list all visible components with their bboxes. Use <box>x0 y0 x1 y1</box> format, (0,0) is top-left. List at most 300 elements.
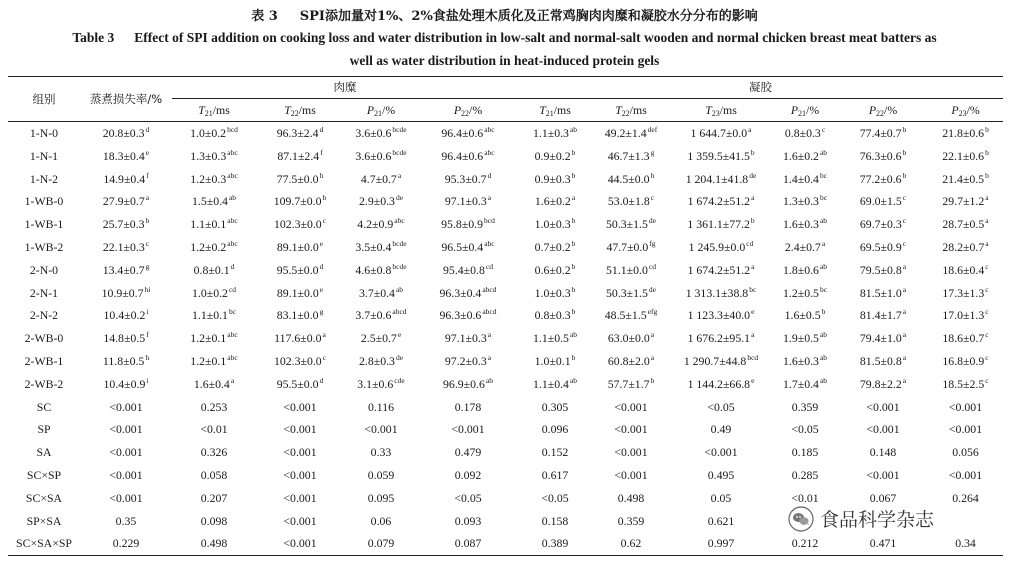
cell-value: 1.5±0.4 <box>191 194 228 209</box>
cell-significance-letter: d <box>487 170 492 180</box>
table-cell <box>172 350 256 373</box>
cell-significance-letter: hi <box>144 284 151 294</box>
table-cell <box>80 259 172 282</box>
cell-significance-letter: g <box>319 307 324 317</box>
cell-significance-letter: h <box>319 170 324 180</box>
table-cell <box>418 282 518 305</box>
header-group: 组别 <box>8 77 80 122</box>
cell-value: <0.05 <box>791 422 819 437</box>
table-cell <box>518 532 592 555</box>
cell-significance-letter: b <box>985 147 989 157</box>
subheader-subscript: 22 <box>461 109 470 118</box>
cell-value: <0.001 <box>109 490 143 505</box>
table-cell <box>418 168 518 191</box>
cell-value: 53.0±1.8 <box>607 194 650 209</box>
cell-value: 0.62 <box>620 536 642 551</box>
cell-significance-letter: a <box>397 170 402 180</box>
cell-value: <0.001 <box>614 445 648 460</box>
table-cell <box>772 282 838 305</box>
table-cell <box>928 122 1003 145</box>
table-cell <box>928 282 1003 305</box>
cell-significance-letter: cd <box>228 284 237 294</box>
table-cell <box>592 327 670 350</box>
cell-significance-letter: b <box>902 147 907 157</box>
table-cell <box>772 236 838 259</box>
row-group-label: 1-WB-1 <box>24 217 64 232</box>
cell-significance-letter: e <box>319 284 324 294</box>
table-cell <box>80 327 172 350</box>
cell-significance-letter: i <box>146 307 149 317</box>
cell-value: 79.8±2.2 <box>859 376 902 391</box>
table-cell <box>670 236 772 259</box>
cell-value: 97.2±0.3 <box>444 353 487 368</box>
cell-value: 13.4±0.7 <box>102 262 145 277</box>
subheader-symbol: P <box>366 103 375 117</box>
cell-value: 1.2±0.2 <box>190 239 227 254</box>
subheader-unit: /ms <box>629 103 647 117</box>
cell-significance-letter: bc <box>819 170 828 180</box>
table-cell <box>670 304 772 327</box>
cell-significance-letter: b <box>902 125 907 134</box>
cell-significance-letter: c <box>322 216 327 226</box>
table-cell <box>838 145 928 168</box>
cell-value: 1.6±0.3 <box>782 353 819 368</box>
table-cell <box>838 236 928 259</box>
cell-significance-letter: b <box>145 216 150 226</box>
cell-value: 2.9±0.3 <box>358 194 395 209</box>
cell-significance-letter: ab <box>819 147 828 157</box>
table-cell <box>256 145 344 168</box>
table-cell <box>256 236 344 259</box>
cell-value: 0.33 <box>370 445 392 460</box>
cell-value: 50.3±1.5 <box>606 217 648 232</box>
cell-value: 81.4±1.7 <box>859 308 902 323</box>
table-cell <box>518 327 592 350</box>
cell-significance-letter: abc <box>227 170 238 180</box>
table-cell <box>172 259 256 282</box>
table-cell <box>418 396 518 419</box>
table-row <box>8 396 1003 419</box>
subheader-symbol: T <box>198 103 205 117</box>
cell-value: <0.001 <box>704 445 738 460</box>
cell-significance-letter: a <box>748 125 752 134</box>
cell-value: 11.8±0.5 <box>102 353 145 368</box>
cell-significance-letter: e <box>751 375 755 385</box>
table-cell <box>838 464 928 487</box>
table-cell <box>80 487 172 510</box>
table-cell <box>418 373 518 396</box>
row-group-label: 2-N-0 <box>29 262 59 277</box>
table-cell <box>928 213 1003 236</box>
wechat-logo-icon <box>788 506 814 532</box>
row-group-label: SP <box>37 422 51 437</box>
cell-value: 1.0±0.1 <box>534 353 571 368</box>
table-cell <box>256 487 344 510</box>
subheader-subscript: 21 <box>545 109 554 118</box>
table-cell <box>256 373 344 396</box>
cell-value: 1.6±0.4 <box>193 376 230 391</box>
cell-significance-letter: abc <box>227 330 238 340</box>
cell-value: 1 361.1±77.2 <box>687 217 750 232</box>
table-cell <box>928 464 1003 487</box>
table-cell <box>80 304 172 327</box>
table-cell <box>344 213 418 236</box>
cell-value: 1.7±0.4 <box>782 376 819 391</box>
cell-value: 44.5±0.0 <box>607 171 650 186</box>
cell-value: 0.229 <box>112 536 140 551</box>
cell-value: 2.5±0.7 <box>360 331 397 346</box>
cell-value: 49.2±1.4 <box>604 126 647 140</box>
table-cell <box>838 190 928 213</box>
row-group-label: SC <box>36 399 52 414</box>
cell-significance-letter: cd <box>485 261 493 271</box>
row-group-label: 1-WB-0 <box>24 194 64 209</box>
cell-value: 63.0±0.0 <box>607 331 650 346</box>
cell-value: 46.7±1.3 <box>607 148 650 163</box>
cell-value: <0.001 <box>866 399 900 414</box>
table-cell <box>172 441 256 464</box>
cell-value: 79.5±0.8 <box>859 262 902 277</box>
cell-value: 1.1±0.3 <box>532 126 569 140</box>
table-cell <box>418 122 518 145</box>
table-cell <box>80 510 172 533</box>
cell-value: 0.479 <box>454 445 482 460</box>
cell-value: 95.8±0.9 <box>441 217 484 232</box>
table-cell <box>418 441 518 464</box>
cell-significance-letter: bcde <box>392 125 407 134</box>
cell-value: 4.6±0.8 <box>355 262 392 277</box>
cell-value: 1 144.2±66.8 <box>687 376 751 391</box>
cell-value: 1.2±0.5 <box>782 285 819 300</box>
cell-value: 1.1±0.4 <box>532 376 569 391</box>
cell-value: 10.4±0.2 <box>103 308 146 323</box>
table-cell <box>80 282 172 305</box>
table-cell <box>172 487 256 510</box>
table-cell <box>592 304 670 327</box>
table-cell <box>592 418 670 441</box>
table-cell <box>592 441 670 464</box>
cell-value: 0.096 <box>541 422 569 437</box>
table-cell <box>928 373 1003 396</box>
cell-significance-letter: e <box>145 147 150 157</box>
cell-value: 1.2±0.1 <box>190 331 227 346</box>
cell-value: 0.058 <box>200 467 228 482</box>
row-group-label: SC×SA <box>25 490 63 505</box>
cell-value: 89.1±0.0 <box>276 239 319 254</box>
subheader-unit: /% <box>806 103 820 117</box>
table-cell <box>344 396 418 419</box>
cell-significance-letter: g <box>145 261 150 271</box>
cell-value: 97.1±0.3 <box>444 194 487 209</box>
table-cell <box>172 464 256 487</box>
cell-value: 0.6±0.2 <box>534 262 571 277</box>
table-cell <box>172 373 256 396</box>
cell-significance-letter: abcd <box>482 284 497 294</box>
cell-value: 1 290.7±44.8 <box>683 353 747 368</box>
cell-value: 0.152 <box>541 445 569 460</box>
cell-value: <0.001 <box>948 399 983 414</box>
cell-value: 0.207 <box>200 490 228 505</box>
table-cell <box>344 282 418 305</box>
table-cell <box>518 464 592 487</box>
table-cell <box>772 259 838 282</box>
table-cell <box>172 282 256 305</box>
cell-significance-letter: bc <box>819 284 828 294</box>
cell-significance-letter: a <box>902 330 907 340</box>
table-row <box>8 145 1003 168</box>
cell-significance-letter: d <box>319 375 324 385</box>
cell-value: 81.5±1.0 <box>859 285 902 300</box>
table-row <box>8 213 1003 236</box>
cell-value: 0.305 <box>541 399 569 414</box>
table-cell <box>418 487 518 510</box>
table-row <box>8 532 1003 555</box>
cell-significance-letter: abc <box>227 216 238 226</box>
cell-value: 25.7±0.3 <box>102 217 145 232</box>
cell-significance-letter: abc <box>484 125 495 134</box>
table-cell <box>772 304 838 327</box>
cell-value: 1 204.1±41.8 <box>685 171 749 186</box>
cell-value: 1 359.5±41.5 <box>687 148 750 163</box>
cell-significance-letter: def <box>647 125 658 134</box>
subheader-symbol: P <box>453 103 462 117</box>
cell-value: 1 245.9±0.0 <box>688 239 746 254</box>
cell-significance-letter: a <box>902 352 907 362</box>
subheader-cell <box>172 99 256 122</box>
cell-value: 0.997 <box>707 536 735 551</box>
cell-value: 2.8±0.3 <box>358 353 395 368</box>
cell-significance-letter: bcd <box>484 216 495 226</box>
table-body <box>8 122 1003 556</box>
table-cell <box>344 259 418 282</box>
cell-significance-letter: c <box>902 216 907 226</box>
table-cell <box>592 532 670 555</box>
cell-significance-letter: b <box>571 147 576 157</box>
cell-value: 89.1±0.0 <box>276 285 319 300</box>
table-cell <box>592 373 670 396</box>
cell-significance-letter: cd <box>648 261 656 271</box>
cell-value: 0.34 <box>955 536 976 551</box>
cell-significance-letter: a <box>487 352 492 362</box>
table-cell <box>344 122 418 145</box>
cell-value: 96.9±0.6 <box>443 376 485 391</box>
cell-value: 0.148 <box>869 445 897 460</box>
cell-value: 81.5±0.8 <box>859 353 902 368</box>
cell-value: <0.001 <box>283 490 317 505</box>
cell-significance-letter: ab <box>228 193 237 203</box>
cell-value: 1.6±0.5 <box>784 308 821 323</box>
cell-significance-letter: c <box>985 284 989 294</box>
table-cell <box>256 213 344 236</box>
cell-value: <0.01 <box>791 490 819 505</box>
cell-value: 28.7±0.5 <box>942 217 985 232</box>
table-cell <box>344 510 418 533</box>
table-cell <box>344 418 418 441</box>
cell-significance-letter: b <box>571 352 576 362</box>
cell-value: 0.098 <box>200 513 228 528</box>
table-cell <box>256 304 344 327</box>
subheader-unit: /% <box>884 103 898 117</box>
cell-value: 0.7±0.2 <box>534 239 571 254</box>
table-cell <box>80 464 172 487</box>
cell-significance-letter: ab <box>819 375 828 385</box>
table-cell <box>256 168 344 191</box>
cell-value: 1.1±0.1 <box>190 217 227 232</box>
table-row <box>8 304 1003 327</box>
cell-significance-letter: a <box>230 375 235 385</box>
table-cell <box>418 510 518 533</box>
cell-significance-letter: c <box>322 352 327 362</box>
table-cell <box>344 373 418 396</box>
cell-value: 77.2±0.6 <box>859 171 902 186</box>
table-cell <box>670 510 772 533</box>
table-cell <box>670 327 772 350</box>
cell-significance-letter: b <box>750 216 755 226</box>
cell-value: 21.8±0.6 <box>942 126 985 140</box>
table-cell <box>928 350 1003 373</box>
cell-value: 28.2±0.7 <box>942 239 985 254</box>
table-cell <box>670 396 772 419</box>
cell-value: 1.9±0.5 <box>782 331 819 346</box>
cell-value: <0.001 <box>866 422 900 437</box>
cell-value: 14.8±0.5 <box>103 331 146 346</box>
cell-value: 0.212 <box>791 536 819 551</box>
table-cell <box>592 236 670 259</box>
cell-value: <0.001 <box>866 467 900 482</box>
cell-significance-letter: a <box>821 238 826 248</box>
table-cell <box>838 168 928 191</box>
caption-en-line2: well as water distribution in heat-induced protein gels <box>349 53 660 68</box>
table-cell <box>838 418 928 441</box>
cell-significance-letter: d <box>319 125 324 134</box>
cell-significance-letter: efg <box>647 307 658 317</box>
row-group-label: 2-N-1 <box>29 285 59 300</box>
table-row <box>8 168 1003 191</box>
cell-value: 0.05 <box>710 490 732 505</box>
subheader-cell <box>418 99 518 122</box>
table-cell <box>256 396 344 419</box>
row-group-label: 2-WB-1 <box>24 353 64 368</box>
cell-value: 0.389 <box>541 536 569 551</box>
cell-significance-letter: ab <box>569 375 578 385</box>
cell-value: 57.7±1.7 <box>607 376 650 391</box>
cell-value: 18.5±2.5 <box>942 376 985 391</box>
table-cell <box>592 145 670 168</box>
cell-significance-letter: a <box>145 193 150 203</box>
cell-value: 4.7±0.7 <box>360 171 397 186</box>
table-cell <box>344 190 418 213</box>
cell-value: 77.5±0.0 <box>276 171 319 186</box>
subheader-unit: /ms <box>553 103 571 117</box>
cell-value: 10.4±0.9 <box>103 376 146 391</box>
cell-significance-letter: a <box>902 261 907 271</box>
cell-significance-letter: bcde <box>392 261 407 271</box>
cell-significance-letter: abc <box>227 238 238 248</box>
table-cell <box>670 418 772 441</box>
table-cell <box>670 259 772 282</box>
table-cell <box>418 418 518 441</box>
cell-value: 47.7±0.0 <box>606 239 649 254</box>
table-cell <box>256 350 344 373</box>
cell-value: 0.059 <box>367 467 395 482</box>
cell-significance-letter: de <box>395 193 404 203</box>
cell-value: 3.7±0.4 <box>358 285 395 300</box>
table-cell <box>80 441 172 464</box>
cell-value: <0.001 <box>109 399 143 414</box>
cell-value: 0.49 <box>710 422 732 437</box>
table-cell <box>80 350 172 373</box>
table-row <box>8 418 1003 441</box>
table-cell <box>518 168 592 191</box>
table-cell <box>344 532 418 555</box>
row-group-label: 2-N-2 <box>29 308 59 323</box>
table-cell <box>418 259 518 282</box>
cell-significance-letter: bc <box>819 193 828 203</box>
cell-significance-letter: c <box>821 125 826 134</box>
table-cell <box>344 441 418 464</box>
cell-value: 3.5±0.4 <box>355 239 392 254</box>
subheader-subscript: 21 <box>204 109 213 118</box>
watermark-text: 食品科学杂志 <box>820 509 935 531</box>
table-cell <box>518 510 592 533</box>
cell-value: 29.7±1.2 <box>942 194 985 209</box>
cell-significance-letter: a <box>902 375 907 385</box>
cell-value: 1.4±0.4 <box>782 171 819 186</box>
cell-significance-letter: f <box>146 170 149 180</box>
cell-value: 1 674.2±51.2 <box>687 262 751 277</box>
table-row <box>8 236 1003 259</box>
cell-significance-letter: a <box>487 193 492 203</box>
cell-significance-letter: d <box>145 125 150 134</box>
table-cell <box>344 327 418 350</box>
cell-value: 3.1±0.6 <box>357 376 394 391</box>
table-cell <box>80 168 172 191</box>
cell-value: 3.7±0.6 <box>355 308 392 323</box>
table-cell <box>838 327 928 350</box>
table-cell <box>592 396 670 419</box>
table-cell <box>670 122 772 145</box>
subheader-symbol: P <box>790 103 799 117</box>
table-cell <box>928 510 1003 533</box>
cell-significance-letter: c <box>985 375 989 385</box>
cell-value: <0.001 <box>283 536 317 551</box>
table-cell <box>592 487 670 510</box>
cell-value: 0.264 <box>952 490 979 505</box>
table-cell <box>256 532 344 555</box>
cell-value: <0.001 <box>283 399 317 414</box>
table-cell <box>838 122 928 145</box>
row-group-label: 1-N-1 <box>29 148 59 163</box>
table-cell <box>418 532 518 555</box>
cell-significance-letter: cd <box>746 238 754 248</box>
cell-significance-letter: h <box>145 352 150 362</box>
row-group-label: SA <box>36 445 52 460</box>
cell-value: 18.3±0.4 <box>102 148 145 163</box>
table-cell <box>928 168 1003 191</box>
cell-value: 0.35 <box>115 513 137 528</box>
cell-significance-letter: a <box>985 216 989 226</box>
cell-significance-letter: b <box>750 147 755 157</box>
table-cell <box>772 441 838 464</box>
cell-significance-letter: bc <box>228 307 237 317</box>
cell-value: 0.8±0.3 <box>534 308 571 323</box>
table-cell <box>344 168 418 191</box>
table-row <box>8 190 1003 213</box>
table-cell <box>772 122 838 145</box>
cell-value: 83.1±0.0 <box>276 308 319 323</box>
subheader-cell <box>928 99 1003 122</box>
table-cell <box>928 418 1003 441</box>
